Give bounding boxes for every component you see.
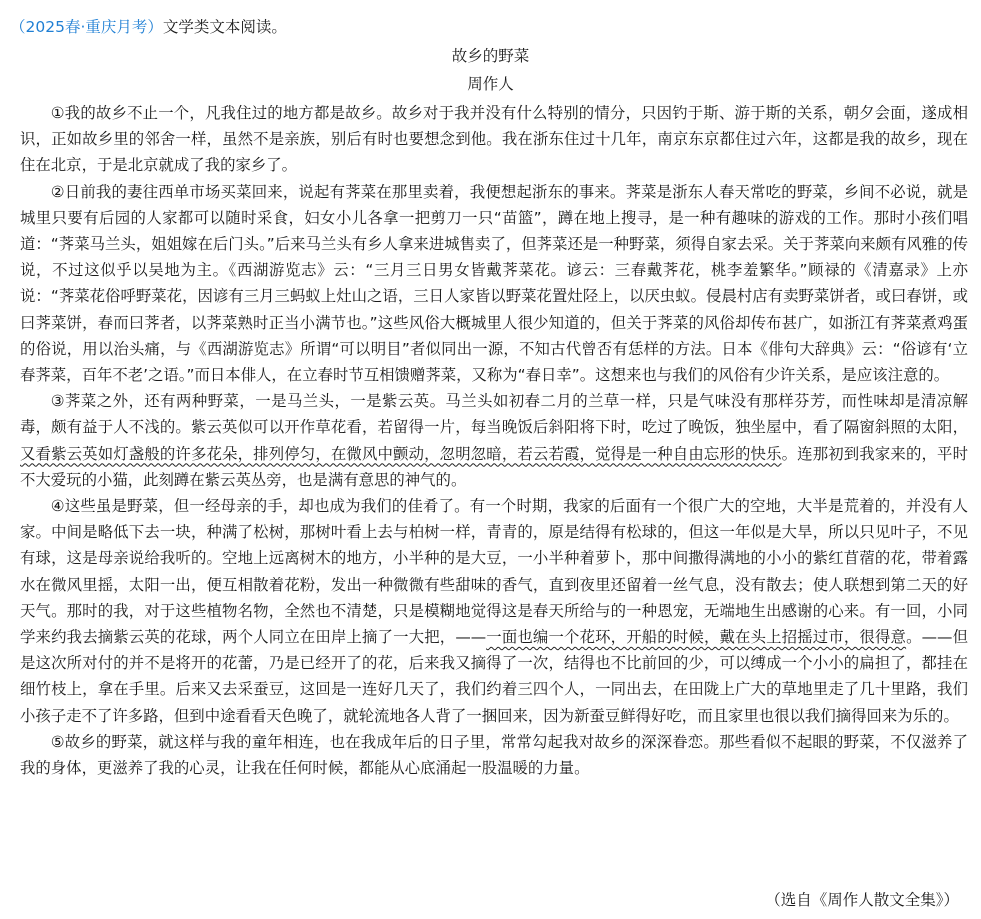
article-title: 故乡的野菜: [451, 47, 530, 65]
paragraph-3: [20, 388, 968, 493]
paragraph-1: ①我的故乡不止一个，凡我住过的地方都是故乡。故乡对于我并没有什么特别的情分，只因钓于斯、游于斯的关系，朝夕会面，遂成相识，正如故乡里的邻舍一样，虽然不是亲族，别后有时也要想念到他。我在浙东住过十几年，南京东京都住过六年，这都是我的故乡，现在住在北京，于是北京就成了我的家乡了。: [20, 104, 968, 175]
paragraph-4-text-b: 。——但是这次所对付的并不是将开的花蕾，乃是已经开了的花，后来我又摘得了一次，结得也不比前回的少，可以缚成一个小小的扁担了，都挂在细竹枝上，拿在手里。后来又去采蚕豆，这回是一连好几天了，我们约着三四个人，一同出去，在田陇上广大的草地里走了几十里路，我们小孩子走不了许多路，但到中途看看天色晚了，就轮流地各人背了一捆回来，因为新蚕豆鲜得好吃，而且家里也很以我们摘得回来为乐的。: [20, 628, 968, 725]
question-header: [10, 14, 287, 40]
paragraph-3-text-b: 。连那初到我家来的，平时不大爱玩的小猫，此刻蹲在紫云英丛旁，也是满有意思的神气的。: [20, 444, 968, 489]
exam-source-tag: （2025春·重庆月考）: [10, 18, 163, 36]
paragraph-5: ⑤故乡的野菜，就这样与我的童年相连，也在我成年后的日子里，常常勾起我对故乡的深深眷恋。那些看似不起眼的野菜，不仅滋养了我的身体，更滋养了我的心灵，让我在任何时候，都能从心底涌起一股温暖的力量。: [20, 732, 968, 778]
paragraph-3-underlined-sentence: 又看紫云英如灯盏般的许多花朵，排列停匀，在微风中颤动，忽明忽暗，若云若霞，觉得是一种自由忘形的快乐: [20, 444, 782, 463]
paragraph-2: ②日前我的妻往西单市场买菜回来，说起有荠菜在那里卖着，我便想起浙东的事来。荠菜是浙东人春天常吃的野菜，乡间不必说，就是城里只要有后园的人家都可以随时采食，妇女小儿各拿一把剪刀一只“苗篮”，蹲在地上搜寻，是一种有趣味的游戏的工作。那时小孩们唱道：“荠菜马兰头，姐姐嫁在后门头。”后来马兰头有乡人拿来进城售卖了，但荠菜还是一种野菜，须得自家去采。关于荠菜向来颇有风雅的传说，不过这似乎以吴地为主。《西湖游览志》云：“三月三日男女皆戴荠菜花。谚云：三春戴荠花，桃李羞繁华。”顾禄的《清嘉录》上亦说：“荠菜花俗呼野菜花，因谚有三月三蚂蚁上灶山之语，三日人家皆以野菜花置灶陉上，以厌虫蚁。侵晨村店有卖野菜饼者，或曰春饼，或曰荠菜饼，春而曰荠者，以荠菜熟时正当小满节也。”这些风俗大概城里人很少知道的，但关于荠菜的风俗却传布甚广，如浙江有荠菜煮鸡蛋的俗说，用以治头痛，与《西湖游览志》所谓“可以明目”者似同出一源，不知古代曾否有恁样的方法。日本《俳句大辞典》云：“俗谚有‘立春荠菜，百年不老’之语。”而日本俳人，在立春时节互相馈赠荠菜，又称为“春日幸”。这想来也与我们的风俗有少许关系，是应该注意的。: [20, 182, 968, 385]
paragraph-4-text-a: ④这些虽是野菜，但一经母亲的手，却也成为我们的佳肴了。有一个时期，我家的后面有一个很广大的空地，大半是荒着的，并没有人家。中间是略低下去一块，种满了松树，那树叶看上去与柏树一样，青青的，原是结得有松球的，但这一年似是大旱，所以只见叶子，不见有球，这是母亲说给我听的。空地上远离树木的地方，小半种的是大豆，一小半种着萝卜，那中间撒得满地的小小的紫红苜蓿的花，带着露水在微风里摇，太阳一出，便互相散着花粉，发出一种微微有些甜味的香气，直到夜里还留着一丝气息，没有散去；使人联想到第二天的好天气。那时的我，对于这些植物名物，全然也不清楚，只是模糊地觉得这是春天所给与的一种恩宠，无端地生出感谢的心来。有一回，小同学来约我去摘紫云英的花球，两个人同立在田岸上摘了一大把，——: [20, 497, 968, 647]
task-instruction: 文学类文本阅读。: [162, 18, 287, 36]
paragraph-4-underlined-sentence: 一面也编一个花环，开船的时候，戴在头上招摇过市，很得意: [486, 628, 907, 647]
article-source: （选自《周作人散文全集》）: [765, 891, 959, 909]
article-body: [20, 100, 968, 781]
article-author: 周作人: [467, 75, 514, 93]
paragraph-4: [20, 493, 968, 729]
paragraph-3-text-a: ③荠菜之外，还有两种野菜，一是马兰头，一是紫云英。马兰头如初春二月的兰草一样，只是气味没有那样芬芳，而性味却是清凉解毒，颇有益于人不浅的。紫云英似可以开作草花看，若留得一片，每当晚饭后斜阳将下时，吃过了晚饭，独坐屋中，看了隔窗斜照的太阳，: [20, 392, 968, 437]
